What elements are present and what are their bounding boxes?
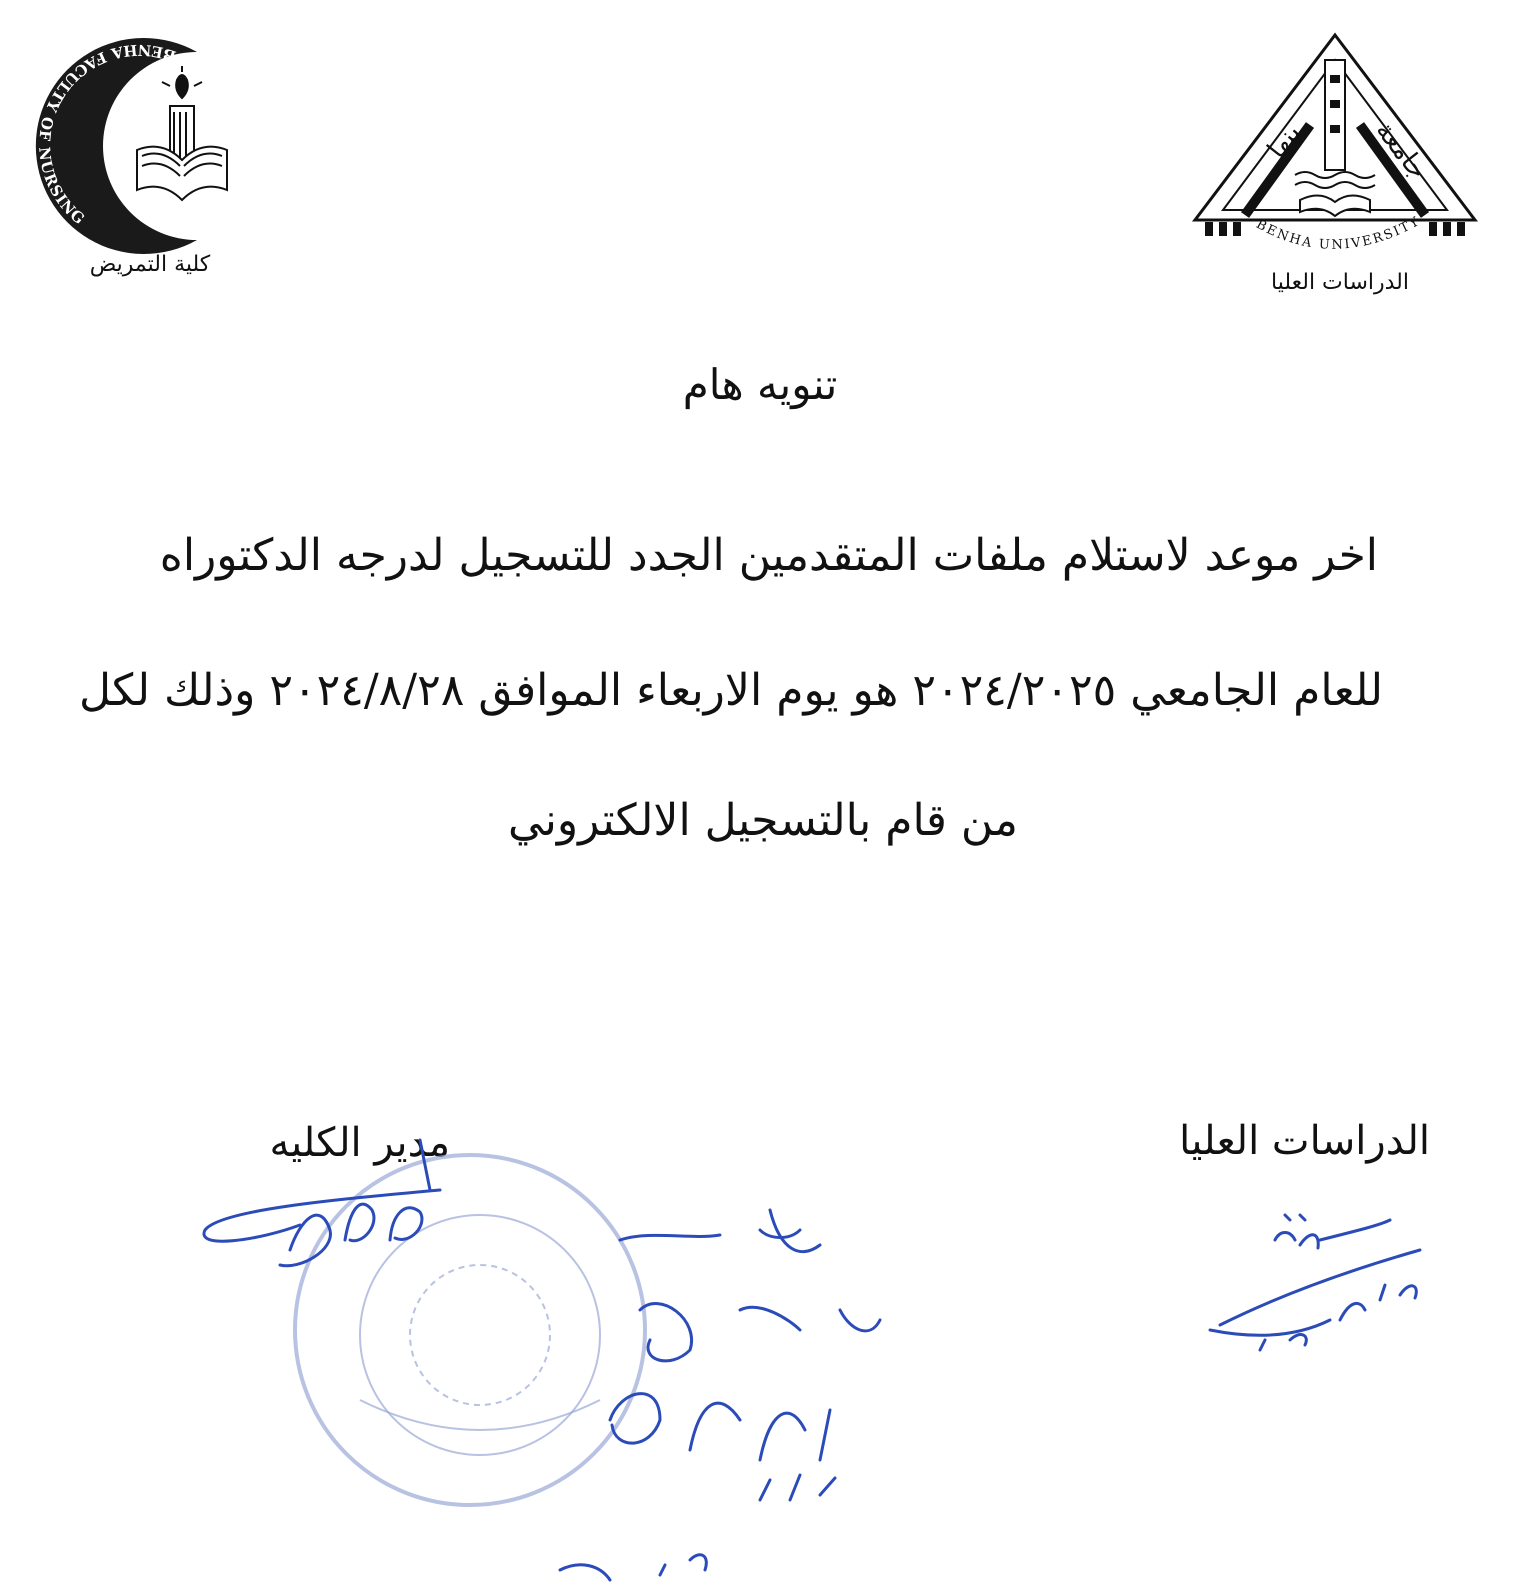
- notice-line-2: للعام الجامعي ٢٠٢٤/٢٠٢٥ هو يوم الاربعاء الموافق ٢٠٢٤/٨/٢٨ وذلك لكل: [78, 665, 1383, 716]
- notice-line-3: من قام بالتسجيل الالكتروني: [507, 795, 1018, 846]
- middle-signature: [560, 1210, 880, 1580]
- faculty-caption: كلية التمريض: [89, 252, 211, 277]
- svg-text:BENHA FACULTY OF NURSING: BENHA FACULTY OF NURSING: [35, 40, 179, 229]
- svg-text:جامعة: جامعة: [1369, 115, 1433, 186]
- svg-text:BENHA UNIVERSITY: BENHA UNIVERSITY: [1253, 213, 1424, 253]
- notice-line-1: اخر موعد لاستلام ملفات المتقدمين الجدد للتسجيل لدرجه الدكتوراه: [159, 530, 1378, 581]
- dean-title: مدير الكليه: [269, 1120, 450, 1166]
- graduate-studies-caption: الدراسات العليا: [1271, 270, 1409, 295]
- svg-text:بنها: بنها: [1261, 118, 1308, 165]
- benha-university-logo: [1185, 30, 1485, 260]
- graduate-studies-signature: [1210, 1215, 1420, 1350]
- graduate-studies-title: الدراسات العليا: [1179, 1118, 1430, 1164]
- official-stamp: [295, 1155, 645, 1505]
- notice-title: تنويه هام: [682, 360, 838, 409]
- faculty-of-nursing-logo: [22, 30, 252, 260]
